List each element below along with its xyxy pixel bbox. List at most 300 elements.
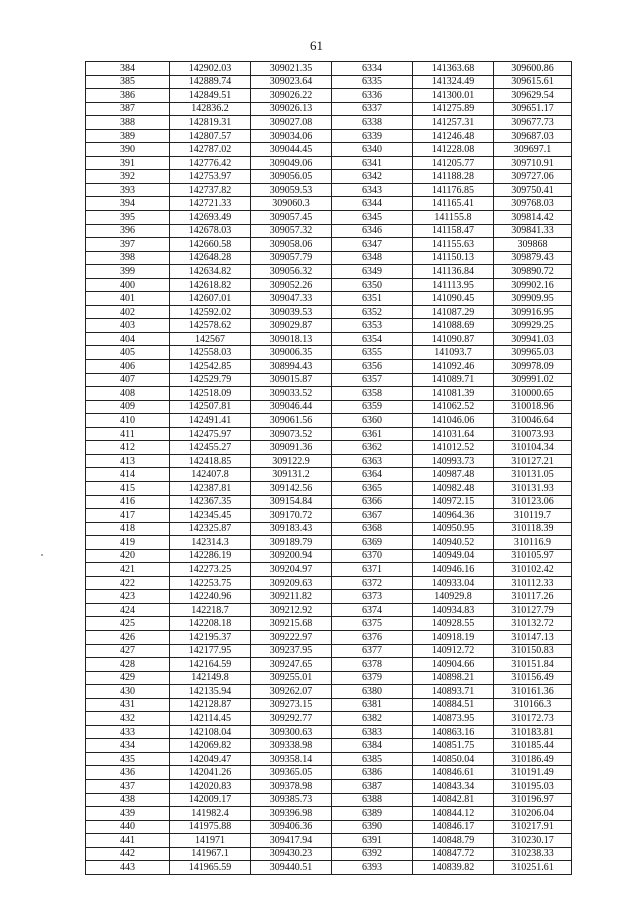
table-row: [86, 752, 572, 766]
y-coordinate-cell: 309027.08: [251, 116, 332, 130]
x-coordinate-cell: 141031.64: [413, 427, 494, 441]
point-number-cell: 426: [86, 630, 170, 644]
x-coordinate-cell: 142177.95: [170, 644, 251, 658]
scan-speck: [41, 554, 43, 556]
point-number-cell: 6340: [332, 143, 413, 157]
x-coordinate-cell: 142128.87: [170, 698, 251, 712]
point-number-cell: 6388: [332, 793, 413, 807]
y-coordinate-cell: 309677.73: [494, 116, 572, 130]
y-coordinate-cell: 309385.73: [251, 793, 332, 807]
x-coordinate-cell: 142592.02: [170, 305, 251, 319]
y-coordinate-cell: 310131.05: [494, 468, 572, 482]
x-coordinate-cell: 140884.51: [413, 698, 494, 712]
y-coordinate-cell: 310123.06: [494, 495, 572, 509]
point-number-cell: 6384: [332, 739, 413, 753]
x-coordinate-cell: 142618.82: [170, 278, 251, 292]
y-coordinate-cell: 310127.79: [494, 603, 572, 617]
table-row: [86, 278, 572, 292]
point-number-cell: 438: [86, 793, 170, 807]
x-coordinate-cell: 141300.01: [413, 89, 494, 103]
point-number-cell: 6374: [332, 603, 413, 617]
x-coordinate-cell: 142041.26: [170, 766, 251, 780]
y-coordinate-cell: 309026.22: [251, 89, 332, 103]
y-coordinate-cell: 309056.05: [251, 170, 332, 184]
point-number-cell: 404: [86, 332, 170, 346]
y-coordinate-cell: 310116.9: [494, 536, 572, 550]
table-row: [86, 102, 572, 116]
y-coordinate-cell: 309358.14: [251, 752, 332, 766]
table-row: [86, 576, 572, 590]
y-coordinate-cell: 309046.44: [251, 400, 332, 414]
table-row: [86, 807, 572, 821]
x-coordinate-cell: 141971: [170, 834, 251, 848]
y-coordinate-cell: 309909.95: [494, 292, 572, 306]
x-coordinate-cell: 141363.68: [413, 62, 494, 76]
table-row: [86, 238, 572, 252]
point-number-cell: 443: [86, 861, 170, 875]
point-number-cell: 6339: [332, 129, 413, 143]
table-row: [86, 685, 572, 699]
table-row: [86, 332, 572, 346]
x-coordinate-cell: 142507.81: [170, 400, 251, 414]
y-coordinate-cell: 309868: [494, 238, 572, 252]
y-coordinate-cell: 309417.94: [251, 834, 332, 848]
point-number-cell: 6375: [332, 617, 413, 631]
point-number-cell: 405: [86, 346, 170, 360]
point-number-cell: 397: [86, 238, 170, 252]
y-coordinate-cell: 309170.72: [251, 509, 332, 523]
y-coordinate-cell: 309204.97: [251, 563, 332, 577]
table-row: [86, 75, 572, 89]
table-row: [86, 481, 572, 495]
y-coordinate-cell: 309056.32: [251, 265, 332, 279]
table-row: [86, 197, 572, 211]
point-number-cell: 393: [86, 183, 170, 197]
point-number-cell: 6364: [332, 468, 413, 482]
y-coordinate-cell: 309768.03: [494, 197, 572, 211]
x-coordinate-cell: 140893.71: [413, 685, 494, 699]
point-number-cell: 436: [86, 766, 170, 780]
point-number-cell: 403: [86, 319, 170, 333]
point-number-cell: 6349: [332, 265, 413, 279]
point-number-cell: 424: [86, 603, 170, 617]
point-number-cell: 6385: [332, 752, 413, 766]
x-coordinate-cell: 142660.58: [170, 238, 251, 252]
table-row: [86, 468, 572, 482]
x-coordinate-cell: 142836.2: [170, 102, 251, 116]
y-coordinate-cell: 309727.06: [494, 170, 572, 184]
y-coordinate-cell: 309916.95: [494, 305, 572, 319]
y-coordinate-cell: 309142.56: [251, 481, 332, 495]
y-coordinate-cell: 310151.84: [494, 658, 572, 672]
x-coordinate-cell: 141982.4: [170, 807, 251, 821]
point-number-cell: 6358: [332, 387, 413, 401]
table-row: [86, 834, 572, 848]
x-coordinate-cell: 140847.72: [413, 847, 494, 861]
table-row: [86, 671, 572, 685]
y-coordinate-cell: 309710.91: [494, 156, 572, 170]
y-coordinate-cell: 309247.65: [251, 658, 332, 672]
point-number-cell: 392: [86, 170, 170, 184]
y-coordinate-cell: 309073.52: [251, 427, 332, 441]
x-coordinate-cell: 141975.88: [170, 820, 251, 834]
y-coordinate-cell: 309941.03: [494, 332, 572, 346]
point-number-cell: 417: [86, 509, 170, 523]
x-coordinate-cell: 142807.57: [170, 129, 251, 143]
y-coordinate-cell: 309338.98: [251, 739, 332, 753]
x-coordinate-cell: 141062.52: [413, 400, 494, 414]
coordinate-table-body: [86, 62, 572, 875]
x-coordinate-cell: 140918.19: [413, 630, 494, 644]
x-coordinate-cell: 140934.83: [413, 603, 494, 617]
y-coordinate-cell: 309057.32: [251, 224, 332, 238]
y-coordinate-cell: 309430.23: [251, 847, 332, 861]
y-coordinate-cell: 309651.17: [494, 102, 572, 116]
y-coordinate-cell: 309991.02: [494, 373, 572, 387]
x-coordinate-cell: 142491.41: [170, 414, 251, 428]
y-coordinate-cell: 309841.33: [494, 224, 572, 238]
point-number-cell: 6362: [332, 441, 413, 455]
point-number-cell: 6381: [332, 698, 413, 712]
y-coordinate-cell: 309122.9: [251, 454, 332, 468]
x-coordinate-cell: 142049.47: [170, 752, 251, 766]
point-number-cell: 433: [86, 725, 170, 739]
point-number-cell: 6360: [332, 414, 413, 428]
x-coordinate-cell: 142009.17: [170, 793, 251, 807]
x-coordinate-cell: 140982.48: [413, 481, 494, 495]
table-row: [86, 793, 572, 807]
x-coordinate-cell: 141012.52: [413, 441, 494, 455]
point-number-cell: 6334: [332, 62, 413, 76]
y-coordinate-cell: 310217.91: [494, 820, 572, 834]
table-row: [86, 454, 572, 468]
x-coordinate-cell: 142108.04: [170, 725, 251, 739]
y-coordinate-cell: 309211.82: [251, 590, 332, 604]
table-row: [86, 820, 572, 834]
y-coordinate-cell: 310251.61: [494, 861, 572, 875]
x-coordinate-cell: 140873.95: [413, 712, 494, 726]
table-row: [86, 292, 572, 306]
point-number-cell: 6348: [332, 251, 413, 265]
point-number-cell: 6346: [332, 224, 413, 238]
point-number-cell: 387: [86, 102, 170, 116]
point-number-cell: 6347: [332, 238, 413, 252]
point-number-cell: 6354: [332, 332, 413, 346]
point-number-cell: 6386: [332, 766, 413, 780]
point-number-cell: 6376: [332, 630, 413, 644]
x-coordinate-cell: 142678.03: [170, 224, 251, 238]
point-number-cell: 435: [86, 752, 170, 766]
point-number-cell: 398: [86, 251, 170, 265]
y-coordinate-cell: 310185.44: [494, 739, 572, 753]
point-number-cell: 406: [86, 360, 170, 374]
table-row: [86, 414, 572, 428]
point-number-cell: 6371: [332, 563, 413, 577]
table-row: [86, 170, 572, 184]
point-number-cell: 6389: [332, 807, 413, 821]
x-coordinate-cell: 140972.15: [413, 495, 494, 509]
table-row: [86, 265, 572, 279]
y-coordinate-cell: 309018.13: [251, 332, 332, 346]
y-coordinate-cell: 309440.51: [251, 861, 332, 875]
y-coordinate-cell: 309015.87: [251, 373, 332, 387]
table-row: [86, 509, 572, 523]
point-number-cell: 442: [86, 847, 170, 861]
y-coordinate-cell: 309750.41: [494, 183, 572, 197]
point-number-cell: 395: [86, 211, 170, 225]
x-coordinate-cell: 141188.28: [413, 170, 494, 184]
point-number-cell: 6353: [332, 319, 413, 333]
table-row: [86, 495, 572, 509]
table-row: [86, 779, 572, 793]
y-coordinate-cell: 309029.87: [251, 319, 332, 333]
table-row: [86, 183, 572, 197]
point-number-cell: 429: [86, 671, 170, 685]
y-coordinate-cell: 309033.52: [251, 387, 332, 401]
y-coordinate-cell: 310166.3: [494, 698, 572, 712]
y-coordinate-cell: 310183.81: [494, 725, 572, 739]
table-row: [86, 590, 572, 604]
point-number-cell: 388: [86, 116, 170, 130]
page-number: 61: [310, 38, 323, 53]
table-row: [86, 143, 572, 157]
point-number-cell: 6372: [332, 576, 413, 590]
point-number-cell: 416: [86, 495, 170, 509]
x-coordinate-cell: 141136.84: [413, 265, 494, 279]
x-coordinate-cell: 142020.83: [170, 779, 251, 793]
point-number-cell: 6336: [332, 89, 413, 103]
table-row: [86, 373, 572, 387]
point-number-cell: 394: [86, 197, 170, 211]
table-row: [86, 563, 572, 577]
point-number-cell: 400: [86, 278, 170, 292]
point-number-cell: 411: [86, 427, 170, 441]
x-coordinate-cell: 142195.37: [170, 630, 251, 644]
point-number-cell: 6335: [332, 75, 413, 89]
point-number-cell: 6391: [332, 834, 413, 848]
x-coordinate-cell: 142578.62: [170, 319, 251, 333]
x-coordinate-cell: 141113.95: [413, 278, 494, 292]
point-number-cell: 6345: [332, 211, 413, 225]
point-number-cell: 6379: [332, 671, 413, 685]
x-coordinate-cell: 142273.25: [170, 563, 251, 577]
table-row: [86, 766, 572, 780]
y-coordinate-cell: 309697.1: [494, 143, 572, 157]
x-coordinate-cell: 140863.16: [413, 725, 494, 739]
y-coordinate-cell: 309057.45: [251, 211, 332, 225]
x-coordinate-cell: 141165.41: [413, 197, 494, 211]
y-coordinate-cell: 309687.03: [494, 129, 572, 143]
table-row: [86, 211, 572, 225]
y-coordinate-cell: 309200.94: [251, 549, 332, 563]
x-coordinate-cell: 142787.02: [170, 143, 251, 157]
y-coordinate-cell: 310147.13: [494, 630, 572, 644]
table-row: [86, 427, 572, 441]
point-number-cell: 6359: [332, 400, 413, 414]
y-coordinate-cell: 309044.45: [251, 143, 332, 157]
point-number-cell: 6337: [332, 102, 413, 116]
x-coordinate-cell: 140950.95: [413, 522, 494, 536]
x-coordinate-cell: 142455.27: [170, 441, 251, 455]
y-coordinate-cell: 309215.68: [251, 617, 332, 631]
point-number-cell: 6382: [332, 712, 413, 726]
y-coordinate-cell: 310196.97: [494, 793, 572, 807]
x-coordinate-cell: 142776.42: [170, 156, 251, 170]
table-row: [86, 630, 572, 644]
x-coordinate-cell: 141176.85: [413, 183, 494, 197]
y-coordinate-cell: 309378.98: [251, 779, 332, 793]
x-coordinate-cell: 141081.39: [413, 387, 494, 401]
table-row: [86, 116, 572, 130]
table-row: [86, 346, 572, 360]
y-coordinate-cell: 310186.49: [494, 752, 572, 766]
point-number-cell: 413: [86, 454, 170, 468]
x-coordinate-cell: 141087.29: [413, 305, 494, 319]
x-coordinate-cell: 140898.21: [413, 671, 494, 685]
table-row: [86, 617, 572, 631]
y-coordinate-cell: 310105.97: [494, 549, 572, 563]
y-coordinate-cell: 309890.72: [494, 265, 572, 279]
table-row: [86, 658, 572, 672]
y-coordinate-cell: 309131.2: [251, 468, 332, 482]
y-coordinate-cell: 310073.93: [494, 427, 572, 441]
y-coordinate-cell: 309406.36: [251, 820, 332, 834]
point-number-cell: 399: [86, 265, 170, 279]
point-number-cell: 418: [86, 522, 170, 536]
x-coordinate-cell: 142114.45: [170, 712, 251, 726]
point-number-cell: 430: [86, 685, 170, 699]
x-coordinate-cell: 142648.28: [170, 251, 251, 265]
y-coordinate-cell: 309629.54: [494, 89, 572, 103]
x-coordinate-cell: 142253.75: [170, 576, 251, 590]
x-coordinate-cell: 141228.08: [413, 143, 494, 157]
y-coordinate-cell: 310156.49: [494, 671, 572, 685]
point-number-cell: 6351: [332, 292, 413, 306]
x-coordinate-cell: 142558.03: [170, 346, 251, 360]
x-coordinate-cell: 142418.85: [170, 454, 251, 468]
point-number-cell: 414: [86, 468, 170, 482]
point-number-cell: 6368: [332, 522, 413, 536]
y-coordinate-cell: 309209.63: [251, 576, 332, 590]
point-number-cell: 6383: [332, 725, 413, 739]
x-coordinate-cell: 140940.52: [413, 536, 494, 550]
y-coordinate-cell: 309273.15: [251, 698, 332, 712]
table-row: [86, 319, 572, 333]
x-coordinate-cell: 142387.81: [170, 481, 251, 495]
y-coordinate-cell: 310172.73: [494, 712, 572, 726]
point-number-cell: 410: [86, 414, 170, 428]
x-coordinate-cell: 140842.81: [413, 793, 494, 807]
x-coordinate-cell: 142208.18: [170, 617, 251, 631]
x-coordinate-cell: 141965.59: [170, 861, 251, 875]
x-coordinate-cell: 141150.13: [413, 251, 494, 265]
y-coordinate-cell: 309091.36: [251, 441, 332, 455]
y-coordinate-cell: 309929.25: [494, 319, 572, 333]
point-number-cell: 6342: [332, 170, 413, 184]
point-number-cell: 401: [86, 292, 170, 306]
x-coordinate-cell: 142529.79: [170, 373, 251, 387]
point-number-cell: 439: [86, 807, 170, 821]
x-coordinate-cell: 142567: [170, 332, 251, 346]
y-coordinate-cell: 309021.35: [251, 62, 332, 76]
x-coordinate-cell: 142240.96: [170, 590, 251, 604]
point-number-cell: 6373: [332, 590, 413, 604]
y-coordinate-cell: 310191.49: [494, 766, 572, 780]
x-coordinate-cell: 142164.59: [170, 658, 251, 672]
x-coordinate-cell: 141205.77: [413, 156, 494, 170]
x-coordinate-cell: 141155.63: [413, 238, 494, 252]
point-number-cell: 421: [86, 563, 170, 577]
point-number-cell: 6363: [332, 454, 413, 468]
point-number-cell: 409: [86, 400, 170, 414]
y-coordinate-cell: 309061.56: [251, 414, 332, 428]
point-number-cell: 6357: [332, 373, 413, 387]
x-coordinate-cell: 141046.06: [413, 414, 494, 428]
y-coordinate-cell: 309879.43: [494, 251, 572, 265]
point-number-cell: 434: [86, 739, 170, 753]
y-coordinate-cell: 309183.43: [251, 522, 332, 536]
x-coordinate-cell: 142149.8: [170, 671, 251, 685]
y-coordinate-cell: 310018.96: [494, 400, 572, 414]
table-row: [86, 847, 572, 861]
x-coordinate-cell: 142693.49: [170, 211, 251, 225]
point-number-cell: 391: [86, 156, 170, 170]
y-coordinate-cell: 309057.79: [251, 251, 332, 265]
point-number-cell: 6341: [332, 156, 413, 170]
y-coordinate-cell: 310046.64: [494, 414, 572, 428]
point-number-cell: 422: [86, 576, 170, 590]
point-number-cell: 407: [86, 373, 170, 387]
y-coordinate-cell: 309292.77: [251, 712, 332, 726]
y-coordinate-cell: 310132.72: [494, 617, 572, 631]
point-number-cell: 441: [86, 834, 170, 848]
table-row: [86, 156, 572, 170]
point-number-cell: 389: [86, 129, 170, 143]
y-coordinate-cell: 309154.84: [251, 495, 332, 509]
table-row: [86, 725, 572, 739]
point-number-cell: 432: [86, 712, 170, 726]
table-row: [86, 861, 572, 875]
x-coordinate-cell: 142542.85: [170, 360, 251, 374]
y-coordinate-cell: 310206.04: [494, 807, 572, 821]
x-coordinate-cell: 141275.89: [413, 102, 494, 116]
point-number-cell: 425: [86, 617, 170, 631]
point-number-cell: 402: [86, 305, 170, 319]
y-coordinate-cell: 309006.35: [251, 346, 332, 360]
x-coordinate-cell: 142634.82: [170, 265, 251, 279]
point-number-cell: 385: [86, 75, 170, 89]
x-coordinate-cell: 141324.49: [413, 75, 494, 89]
x-coordinate-cell: 140844.12: [413, 807, 494, 821]
y-coordinate-cell: 309262.07: [251, 685, 332, 699]
x-coordinate-cell: 142518.09: [170, 387, 251, 401]
x-coordinate-cell: 142737.82: [170, 183, 251, 197]
y-coordinate-cell: 309237.95: [251, 644, 332, 658]
y-coordinate-cell: 310000.65: [494, 387, 572, 401]
x-coordinate-cell: 140993.73: [413, 454, 494, 468]
x-coordinate-cell: 142753.97: [170, 170, 251, 184]
point-number-cell: 6352: [332, 305, 413, 319]
y-coordinate-cell: 309615.61: [494, 75, 572, 89]
point-number-cell: 6355: [332, 346, 413, 360]
x-coordinate-cell: 140933.04: [413, 576, 494, 590]
x-coordinate-cell: 142849.51: [170, 89, 251, 103]
x-coordinate-cell: 141093.7: [413, 346, 494, 360]
point-number-cell: 390: [86, 143, 170, 157]
table-row: [86, 712, 572, 726]
x-coordinate-cell: 142902.03: [170, 62, 251, 76]
x-coordinate-cell: 141090.45: [413, 292, 494, 306]
